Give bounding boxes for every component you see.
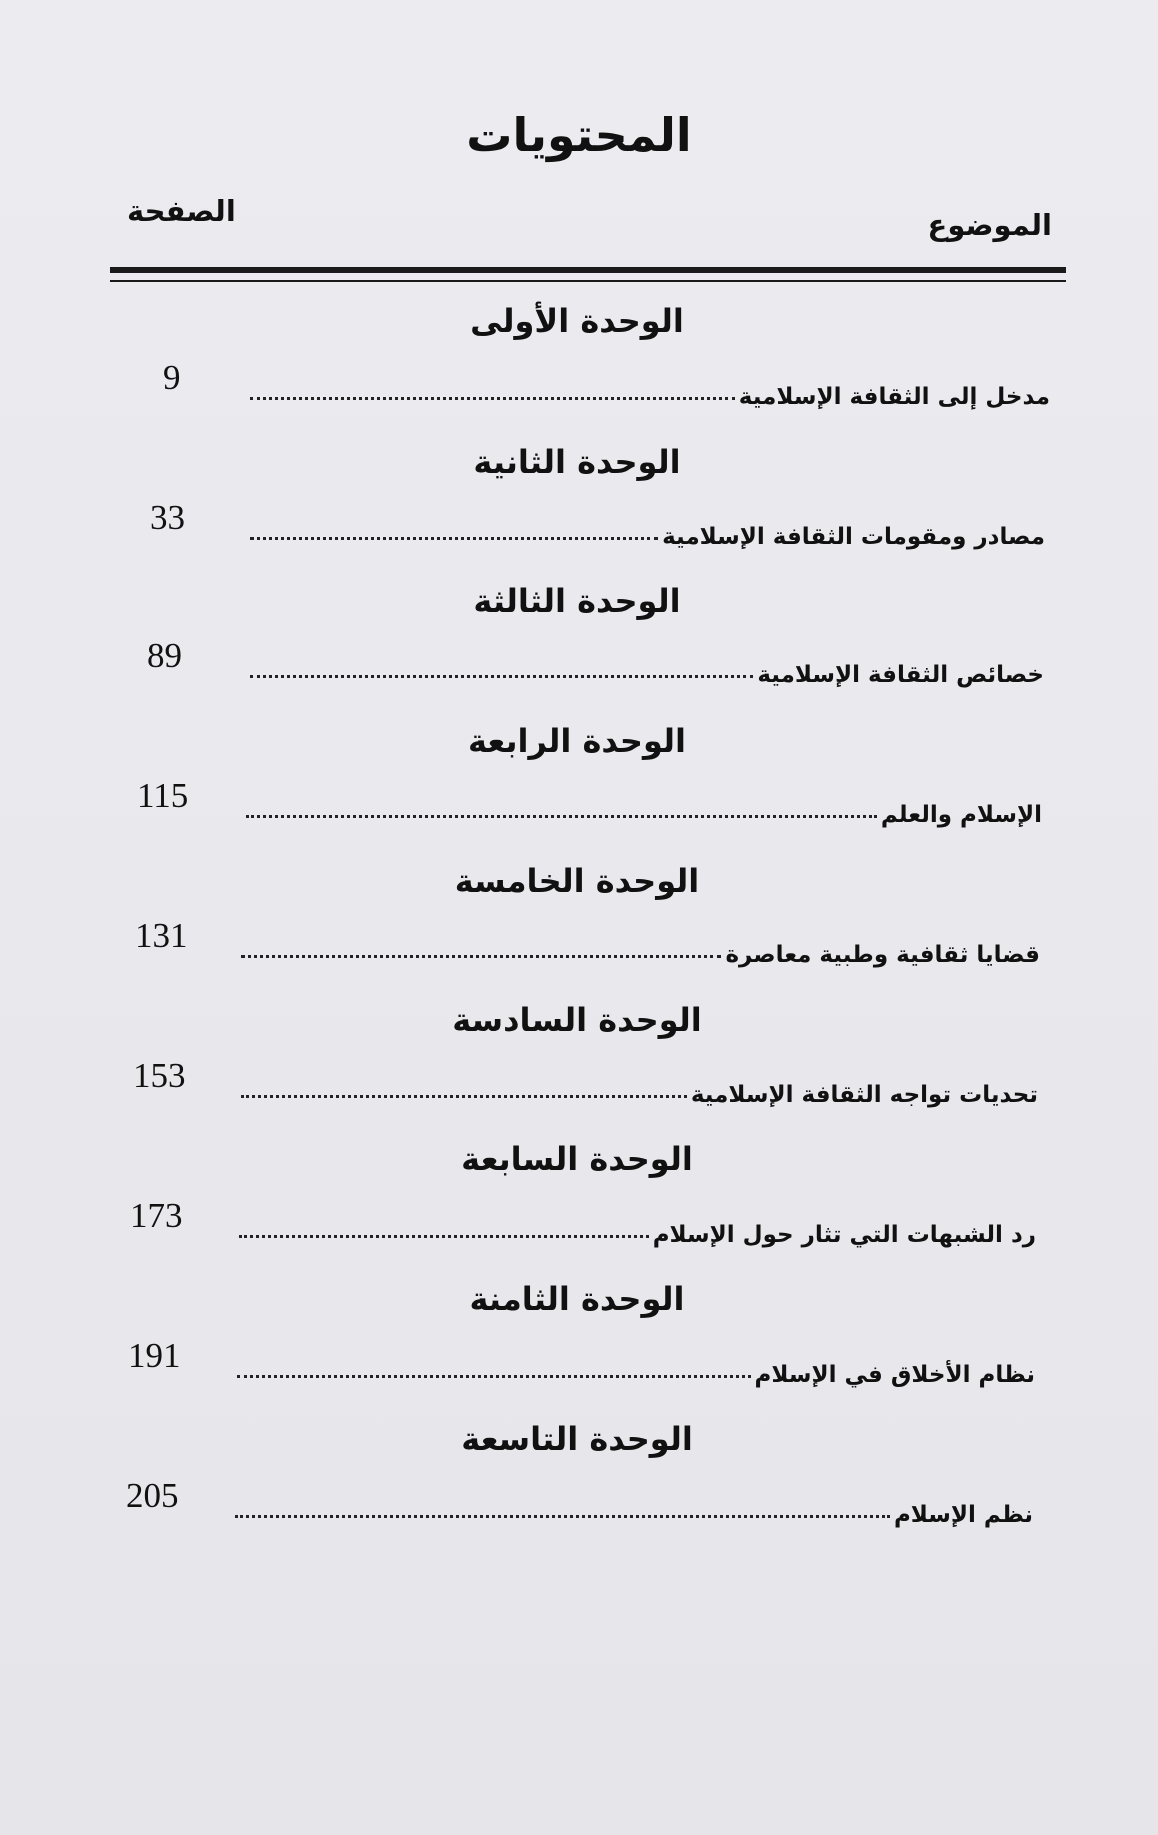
toc-entry-text: تحديات تواجه الثقافة الإسلامية (690, 1082, 1038, 1108)
toc-entry-text: مصادر ومقومات الثقافة الإسلامية (662, 524, 1045, 550)
dot-leader (250, 536, 658, 540)
page-number: 205 (126, 1476, 179, 1515)
toc-entry-text: نظام الأخلاق في الإسلام (754, 1362, 1035, 1388)
toc-entry[interactable] (250, 524, 1045, 550)
toc-entry[interactable] (246, 802, 1042, 828)
dot-leader (241, 954, 721, 958)
page-number: 191 (128, 1336, 181, 1375)
page-column-header: الصفحة (127, 194, 236, 228)
toc-entry-text: خصائص الثقافة الإسلامية (757, 662, 1044, 688)
toc-entry-text: الإسلام والعلم (880, 802, 1042, 828)
toc-entry[interactable] (241, 1082, 1038, 1108)
page-number: 131 (135, 916, 188, 955)
unit-title: الوحدة التاسعة (461, 1420, 693, 1458)
dot-leader (239, 1234, 649, 1238)
toc-entry[interactable] (241, 942, 1040, 968)
dot-leader (241, 1094, 687, 1098)
dot-leader (246, 814, 877, 818)
toc-entry-text: نظم الإسلام (893, 1502, 1033, 1528)
toc-entry[interactable] (237, 1362, 1035, 1388)
unit-title: الوحدة الأولى (470, 302, 684, 340)
toc-entry[interactable] (239, 1222, 1036, 1248)
toc-entry[interactable] (250, 384, 1050, 410)
toc-entry-text: رد الشبهات التي تثار حول الإسلام (652, 1222, 1036, 1248)
unit-title: الوحدة الثامنة (469, 1280, 685, 1318)
header-divider-thin (110, 280, 1066, 282)
unit-title: الوحدة الثانية (473, 443, 681, 481)
topic-column-header: الموضوع (927, 208, 1052, 242)
page-number: 173 (130, 1196, 183, 1235)
toc-entry[interactable] (250, 662, 1044, 688)
unit-title: الوحدة السادسة (452, 1001, 702, 1039)
unit-title: الوحدة الخامسة (454, 862, 700, 900)
unit-title: الوحدة الثالثة (473, 582, 681, 620)
page-title: المحتويات (466, 108, 692, 162)
dot-leader (235, 1514, 890, 1518)
dot-leader (250, 674, 753, 678)
page-number: 89 (147, 636, 182, 675)
unit-title: الوحدة الرابعة (468, 722, 686, 760)
dot-leader (250, 396, 735, 400)
page-number: 153 (133, 1056, 186, 1095)
toc-entry-text: قضايا ثقافية وطبية معاصرة (725, 942, 1040, 968)
toc-entry-text: مدخل إلى الثقافة الإسلامية (738, 384, 1050, 410)
header-divider-thick (110, 267, 1066, 273)
page-number: 33 (150, 498, 185, 537)
page-number: 115 (137, 776, 189, 815)
page-number: 9 (163, 358, 181, 397)
toc-entry[interactable] (235, 1502, 1033, 1528)
unit-title: الوحدة السابعة (461, 1140, 693, 1178)
dot-leader (237, 1374, 751, 1378)
